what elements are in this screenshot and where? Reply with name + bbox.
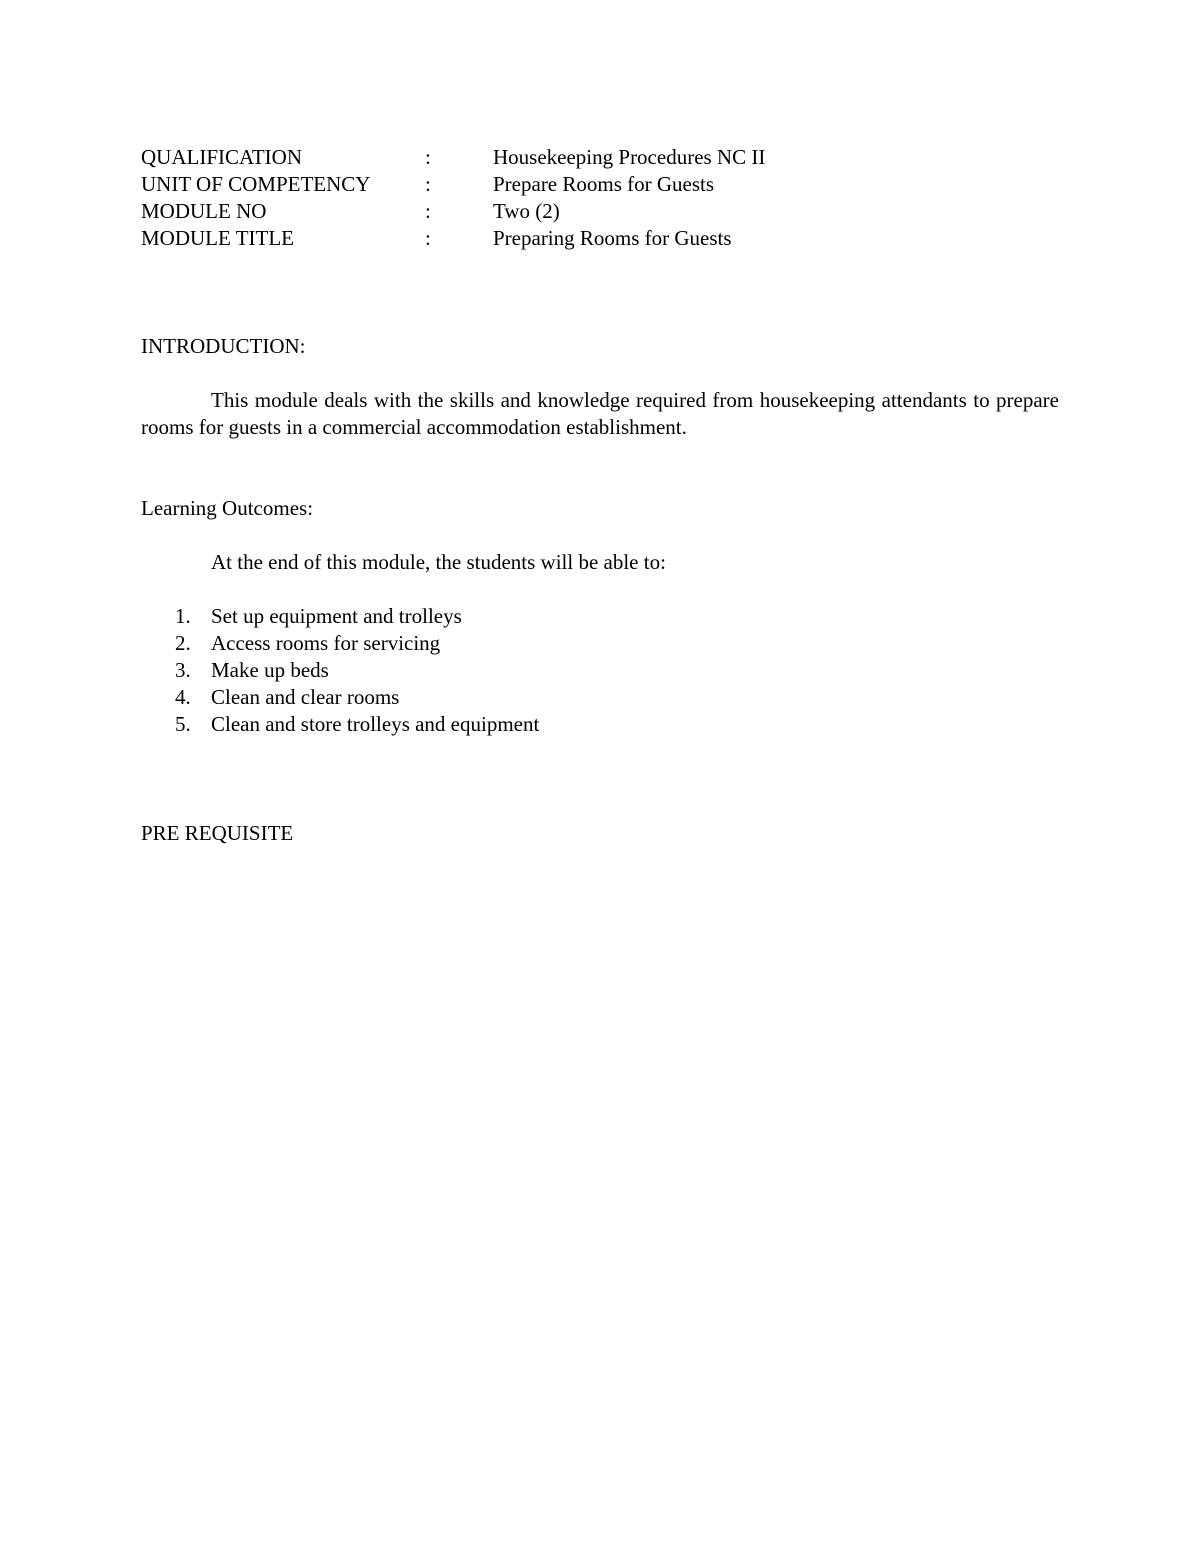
unit-of-competency-colon: : [425,172,431,196]
introduction-heading: INTRODUCTION: [141,334,306,358]
unit-of-competency-value: Prepare Rooms for Guests [493,172,715,196]
unit-of-competency-row [141,171,1041,198]
module-no-label: MODULE NO [141,199,267,223]
learning-outcomes-heading: Learning Outcomes: [141,496,314,520]
list-item-text: Clean and store trolleys and equipment [211,712,540,736]
list-item-number: 4. [175,685,191,709]
prerequisite-heading: PRE REQUISITE [141,821,294,845]
module-no-colon: : [425,199,431,223]
list-item-text: Access rooms for servicing [211,631,441,655]
unit-of-competency-label: UNIT OF COMPETENCY [141,172,371,196]
qualification-colon: : [425,145,431,169]
list-item-number: 5. [175,712,191,736]
list-item-number: 3. [175,658,191,682]
qualification-row [141,144,1041,171]
list-item-number: 1. [175,604,191,628]
list-item-text: Clean and clear rooms [211,685,400,709]
module-title-label: MODULE TITLE [141,226,294,250]
list-item-text: Set up equipment and trolleys [211,604,462,628]
module-title-value: Preparing Rooms for Guests [493,226,732,250]
introduction-text: This module deals with the skills and knowledge required from housekeeping attendants to prepare rooms for guests in a commercial accommodation establishment. [141,388,1059,439]
module-title-row [141,225,1041,252]
learning-outcomes-lead: At the end of this module, the students will be able to: [211,550,666,574]
introduction-paragraph [141,387,1059,441]
qualification-label: QUALIFICATION [141,145,302,169]
qualification-value: Housekeeping Procedures NC II [493,145,766,169]
module-title-colon: : [425,226,431,250]
module-no-row [141,198,1041,225]
module-no-value: Two (2) [493,199,560,223]
module-info-table [141,144,1041,252]
list-item-number: 2. [175,631,191,655]
list-item-text: Make up beds [211,658,329,682]
